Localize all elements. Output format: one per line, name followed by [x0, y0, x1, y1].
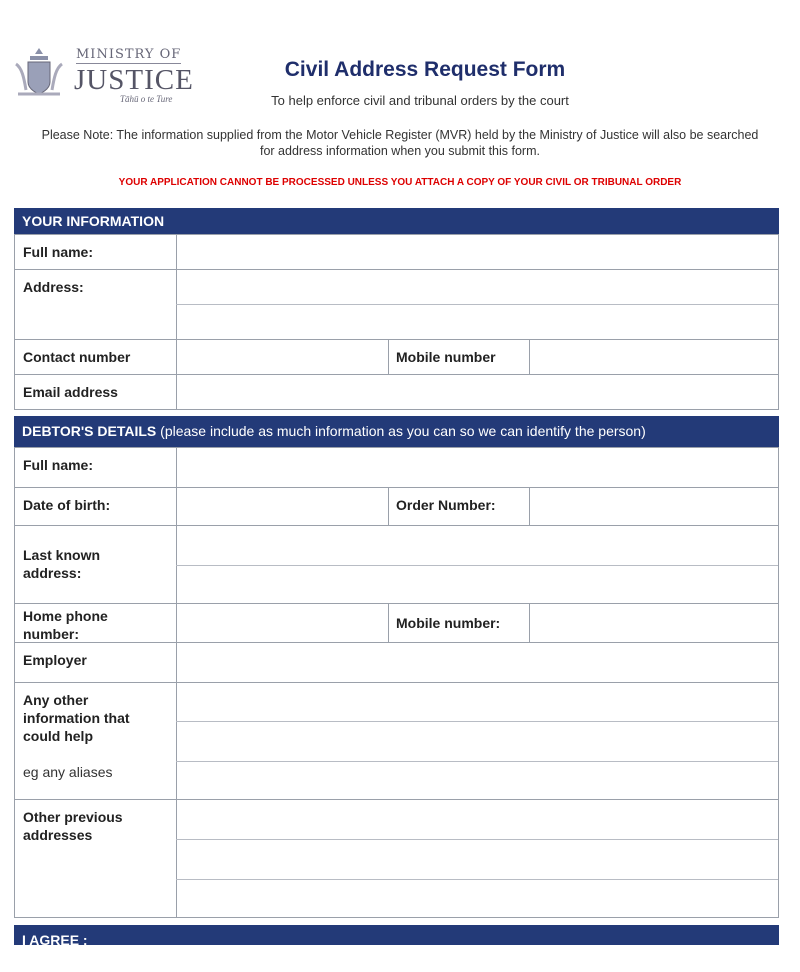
order-number-field[interactable] [530, 488, 778, 525]
label: Order Number: [396, 497, 496, 513]
label: Contact number [23, 349, 131, 365]
label: Employer [23, 652, 87, 668]
your-address-row [14, 269, 779, 340]
employer-field[interactable] [177, 643, 778, 682]
label: Date of birth: [23, 497, 111, 513]
section-title: DEBTOR'S DETAILS [22, 423, 157, 439]
your-full-name-row [14, 234, 779, 270]
label: Email address [23, 384, 118, 400]
label: Mobile number [396, 349, 496, 365]
agree-header [14, 925, 779, 945]
hint: eg any aliases [23, 764, 113, 780]
prev-addresses-field[interactable] [177, 800, 778, 917]
debtor-full-name-row [14, 447, 779, 488]
section-note: (please include as much information as you can so we can identify the person) [160, 423, 646, 439]
ministry-of-justice-logo [12, 44, 194, 106]
section-title: YOUR INFORMATION [22, 213, 165, 229]
crest-icon [12, 44, 66, 102]
your-information-header [14, 208, 779, 234]
other-info-field[interactable] [177, 683, 778, 799]
label: Home phone number: [23, 608, 108, 642]
label: Other previous addresses [23, 809, 123, 843]
warning-text: YOUR APPLICATION CANNOT BE PROCESSED UNLESS YOU ATTACH A COPY OF YOUR CIVIL OR TRIBUNAL ORDER [118, 177, 682, 188]
debtor-employer-row [14, 642, 779, 683]
logo-line2: JUSTICE [74, 64, 194, 96]
your-mobile-field[interactable] [530, 340, 778, 374]
page-title: Civil Address Request Form [284, 58, 566, 81]
debtor-dob-field[interactable] [177, 488, 386, 525]
please-note: Please Note: The information supplied from the Motor Vehicle Register (MVR) held by the Ministry of Justice will also be searched for address information when you submit this form. [41, 128, 759, 158]
last-known-address-field[interactable] [177, 526, 778, 603]
label: Address: [23, 279, 84, 295]
label: Mobile number: [396, 615, 501, 631]
debtor-prev-addresses-row [14, 799, 779, 918]
your-email-row [14, 374, 779, 410]
home-phone-field[interactable] [177, 604, 386, 642]
logo-line1: MINISTRY OF [76, 47, 182, 62]
debtor-other-info-row [14, 682, 779, 800]
section-title: I AGREE : [22, 932, 88, 945]
your-contact-field[interactable] [177, 340, 386, 374]
debtor-home-phone-row [14, 603, 779, 643]
label: Full name: [23, 244, 94, 260]
your-address-field[interactable] [177, 270, 778, 339]
your-full-name-field[interactable] [177, 235, 778, 269]
debtor-dob-row [14, 487, 779, 526]
logo-tagline: Tāhū o te Ture [120, 94, 173, 104]
debtor-full-name-field[interactable] [177, 448, 778, 487]
your-contact-row [14, 339, 779, 375]
page-subtitle: To help enforce civil and tribunal orders by the court [271, 93, 569, 108]
debtor-last-address-row [14, 525, 779, 604]
label: Last known address: [23, 547, 101, 581]
label: Any other information that could help [23, 692, 130, 744]
debtors-details-header [14, 416, 779, 447]
debtor-mobile-field[interactable] [530, 604, 778, 642]
label: Full name: [23, 457, 94, 473]
your-email-field[interactable] [177, 375, 778, 409]
